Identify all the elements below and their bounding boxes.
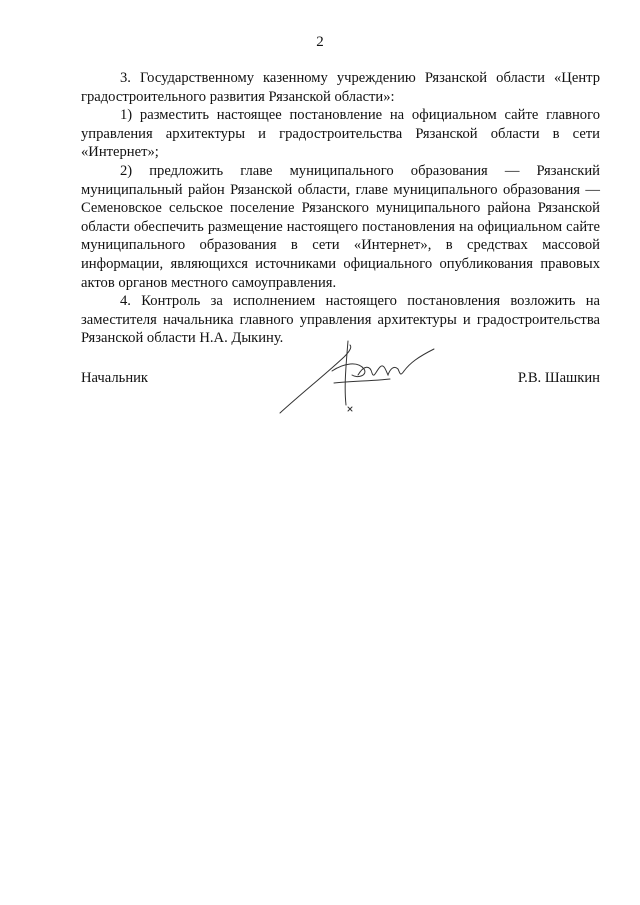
position-title: Начальник (81, 370, 149, 386)
handwritten-signature-icon (272, 335, 442, 420)
document-body (81, 69, 600, 348)
paragraph-subitem-1: 1) разместить настоящее постановление на официальном сайте главного управления архитектуры и градостроительства Рязанской области в сети «Интернет»; (81, 107, 600, 161)
signer-name: Р.В. Шашкин (517, 370, 600, 386)
paragraph-item-3: 3. Государственному казенному учреждению Рязанской области «Центр градостроительного развития Рязанской области»: (81, 70, 600, 105)
paragraph-subitem-2: 2) предложить главе муниципального образования — Рязанский муниципальный район Рязанской области, главе муниципального образования — Семеновское сельское поселение Рязанского муниципального района Рязанской области обеспечить размещение настоящего постановления на официальном сайте муниципального образования в сети «Интернет», в средствах массовой информации, являющихся источниками официального опубликования правовых актов органов местного самоуправления. (81, 162, 600, 291)
page-number: 2 (316, 34, 324, 50)
paragraph-item-4: 4. Контроль за исполнением настоящего постановления возложить на заместителя начальника главного управления архитектуры и градостроительства Рязанской области Н.А. Дыкину. (81, 293, 600, 347)
